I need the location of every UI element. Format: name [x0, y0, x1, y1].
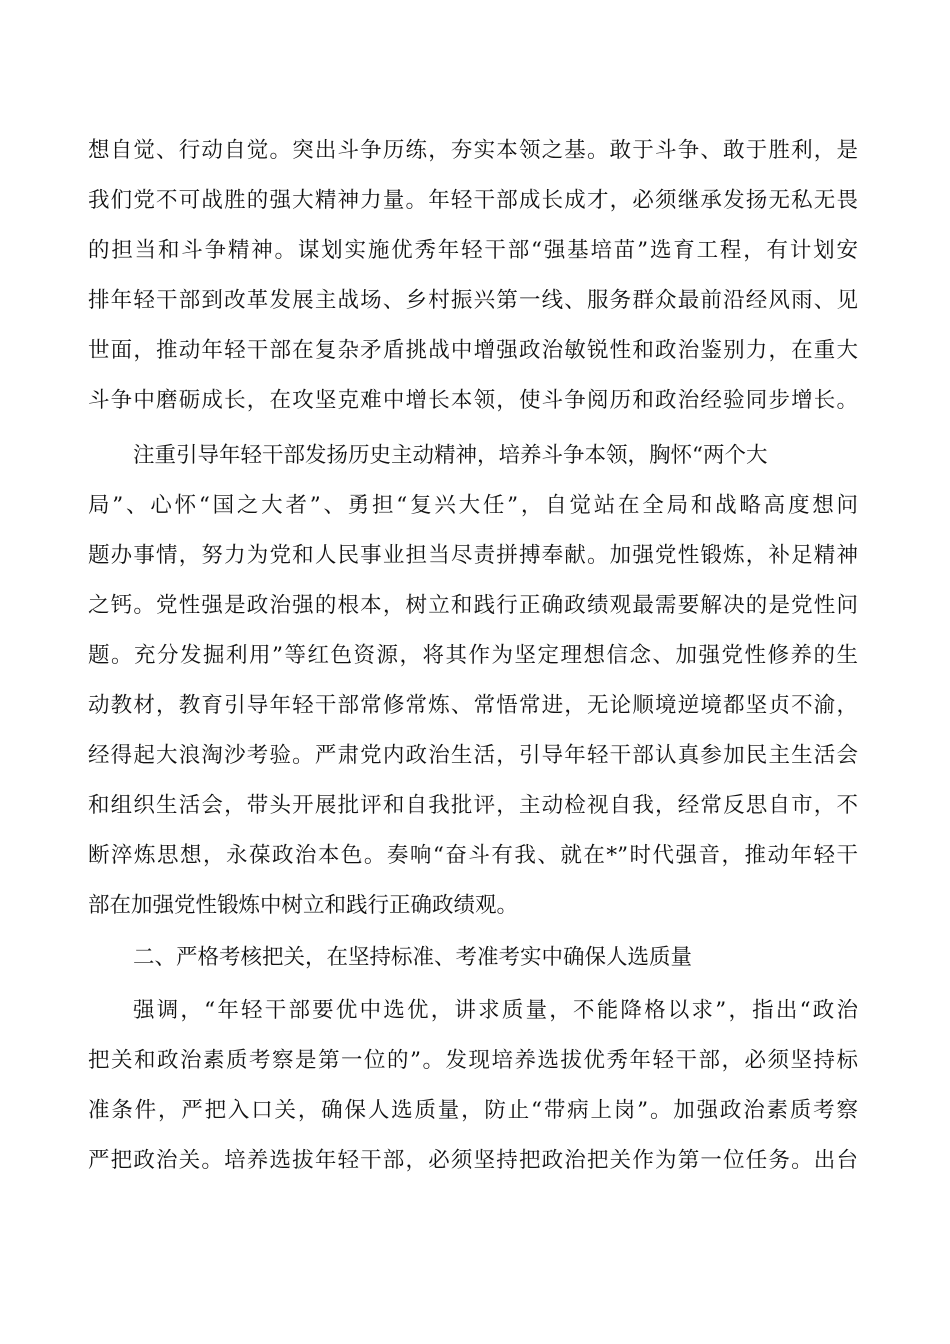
- text-line: 的担当和斗争精神。谋划实施优秀年轻干部“强基培苗”选育工程，有计划安: [88, 238, 858, 263]
- paragraph-first-line: 强调，“年轻干部要优中选优，讲求质量，不能降格以求”，指出“政治: [133, 998, 858, 1023]
- text-line: 题。充分发掘利用”等红色资源，将其作为坚定理想信念、加强党性修养的生: [88, 643, 858, 668]
- section-heading: 二、严格考核把关，在坚持标准、考准考实中确保人选质量: [133, 945, 693, 970]
- text-line: 把关和政治素质考察是第一位的”。发现培养选拔优秀年轻干部，必须坚持标: [88, 1048, 858, 1073]
- text-line: 之钙。党性强是政治强的根本，树立和践行正确政绩观最需要解决的是党性问: [88, 593, 858, 618]
- paragraph-first-line: 注重引导年轻干部发扬历史主动精神，培养斗争本领，胸怀“两个大: [133, 443, 768, 468]
- text-line: 局”、心怀“国之大者”、勇担“复兴大任”，自觉站在全局和战略高度想问: [88, 493, 858, 518]
- text-line: 排年轻干部到改革发展主战场、乡村振兴第一线、服务群众最前沿经风雨、见: [88, 288, 858, 313]
- text-line: 想自觉、行动自觉。突出斗争历练，夯实本领之基。敢于斗争、敢于胜利，是: [88, 138, 858, 163]
- text-line: 经得起大浪淘沙考验。严肃党内政治生活，引导年轻干部认真参加民主生活会: [88, 743, 858, 768]
- text-line: 斗争中磨砺成长，在攻坚克难中增长本领，使斗争阅历和政治经验同步增长。: [88, 388, 858, 413]
- text-line: 和组织生活会，带头开展批评和自我批评，主动检视自我，经常反思自市，不: [88, 793, 858, 818]
- text-line: 部在加强党性锻炼中树立和践行正确政绩观。: [88, 893, 519, 918]
- text-line: 严把政治关。培养选拔年轻干部，必须坚持把政治把关作为第一位任务。出台: [88, 1148, 858, 1173]
- text-line: 题办事情，努力为党和人民事业担当尽责拼搏奉献。加强党性锻炼，补足精神: [88, 543, 858, 568]
- text-line: 断淬炼思想，永葆政治本色。奏响“奋斗有我、就在*”时代强音，推动年轻干: [88, 843, 858, 868]
- text-line: 世面，推动年轻干部在复杂矛盾挑战中增强政治敏锐性和政治鉴别力，在重大: [88, 338, 858, 363]
- text-line: 动教材，教育引导年轻干部常修常炼、常悟常进，无论顺境逆境都坚贞不渝，: [88, 693, 858, 718]
- text-line: 准条件，严把入口关，确保人选质量，防止“带病上岗”。加强政治素质考察: [88, 1098, 858, 1123]
- text-line: 我们党不可战胜的强大精神力量。年轻干部成长成才，必须继承发扬无私无畏: [88, 188, 858, 213]
